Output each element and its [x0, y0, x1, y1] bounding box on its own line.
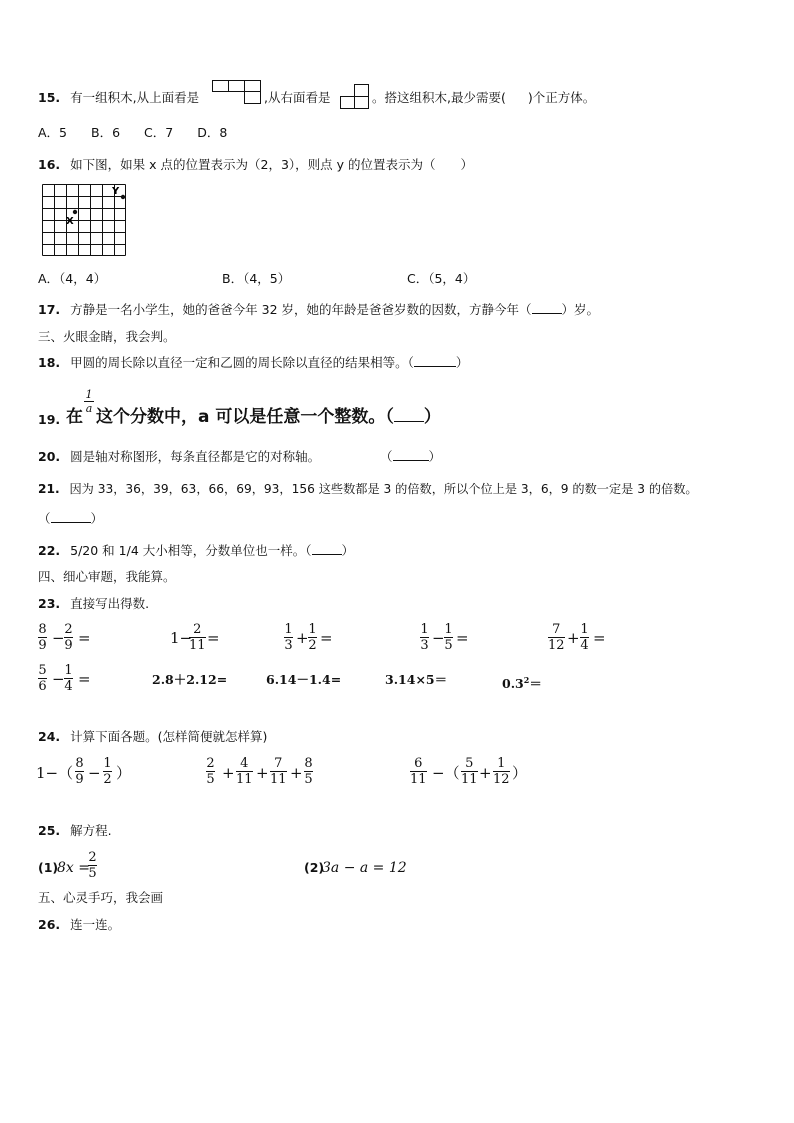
q20-close: ） — [428, 449, 442, 464]
q25-line — [38, 823, 112, 839]
q23-e3-op: + — [296, 629, 309, 647]
q15-option-a[interactable]: A．5 — [38, 125, 68, 140]
q24-x2-op-3: + — [290, 764, 303, 782]
q15-right-view-figure — [340, 84, 370, 110]
q15-top-view-figure — [212, 80, 262, 104]
q15-option-b[interactable]: B．6 — [91, 125, 121, 140]
q22-number: 22. — [38, 543, 61, 558]
q24-x2-frac-a: 2 5 — [206, 756, 215, 787]
q25-p2-equation: 3a − a = 12 — [322, 860, 407, 876]
q22-line — [38, 543, 354, 559]
q23-e10-base: 0.3 — [502, 676, 524, 692]
q24-x1-op: − — [88, 764, 101, 782]
q20-line — [38, 449, 320, 465]
q26-text: 连一连。 — [70, 917, 121, 932]
q24-x3-frac-a: 6 11 — [410, 756, 427, 787]
q26-number: 26. — [38, 917, 61, 932]
q24-number: 24. — [38, 729, 61, 744]
section-4-heading: 四、细心审题，我能算。 — [38, 569, 176, 584]
q25-p1-label: (1) — [38, 860, 59, 875]
q21-text: 因为 33，36，39，63，66，69，93，156 这些数都是 3 的倍数，所以个位上是 3，6，9 的数一定是 3 的倍数。 — [69, 482, 698, 496]
q16-option-c[interactable]: C．（5，4） — [407, 271, 476, 286]
q15-line — [38, 90, 199, 106]
q17-line — [38, 302, 599, 318]
q23-e4-frac-b: 1 5 — [444, 622, 453, 653]
section-5-heading: 五、心灵手巧，我会画 — [38, 890, 164, 905]
q26-line — [38, 917, 120, 933]
q16-point-y — [121, 195, 125, 199]
q23-e6-eq: = — [78, 670, 91, 688]
q23-e8: 6.14－1.4= — [266, 672, 342, 687]
q23-e3-frac-b: 1 2 — [308, 622, 317, 653]
q16-point-x — [73, 210, 77, 214]
q23-e4-eq: = — [456, 629, 469, 647]
q24-x3-frac-c: 1 12 — [493, 756, 510, 787]
q23-e5-eq: = — [593, 629, 606, 647]
q23-e2-frac-b: 2 11 — [189, 622, 206, 653]
q18-close: ） — [455, 355, 469, 370]
q23-e4-op: − — [432, 629, 445, 647]
q23-line — [38, 596, 149, 612]
q20-number: 20. — [38, 449, 61, 464]
q23-e7: 2.8＋2.12= — [152, 672, 228, 687]
q19-text-line — [96, 407, 441, 427]
q25-p2-label: (2) — [304, 860, 325, 875]
q23-e6-op: − — [52, 670, 65, 688]
q21-answer-blank[interactable] — [51, 511, 91, 523]
q23-e10 — [502, 672, 542, 692]
q23-e2-eq: = — [207, 629, 220, 647]
q15-text-a: 有一组积木,从上面看是 — [70, 90, 200, 105]
q25-p1-lhs: 8x = — [57, 860, 90, 876]
q23-e10-eq: ＝ — [529, 676, 542, 692]
q16-label-y: Y — [112, 186, 120, 197]
q18-number: 18. — [38, 355, 61, 370]
q23-title: 直接写出得数. — [70, 596, 150, 611]
q19-pre: 在 — [66, 407, 83, 427]
q21-answer — [38, 511, 103, 527]
q23-e3-frac-a: 1 3 — [284, 622, 293, 653]
q24-x1-frac-a: 8 9 — [75, 756, 84, 787]
q21-number: 21. — [38, 482, 60, 496]
q24-x3-mid: −（ — [432, 764, 460, 782]
q19-text: 这个分数中，a 可以是任意一个整数。（ — [96, 407, 394, 427]
q16-number: 16. — [38, 157, 61, 172]
q23-e5-frac-a: 7 12 — [548, 622, 565, 653]
q25-p1-frac: 2 5 — [88, 850, 97, 881]
q19-fraction — [84, 388, 94, 415]
q18-text: 甲圆的周长除以直径一定和乙圆的周长除以直径的结果相等。（ — [70, 355, 414, 370]
q24-title: 计算下面各题。(怎样简便就怎样算) — [70, 729, 268, 744]
q23-e1-frac-a: 8 9 — [38, 622, 47, 653]
q20-open: （ — [380, 449, 393, 464]
q16-label-x: X — [66, 216, 74, 227]
section-3-heading: 三、火眼金睛，我会判。 — [38, 329, 176, 344]
q20-answer — [380, 449, 441, 465]
q18-line — [38, 355, 468, 371]
q23-e6-frac-b: 1 4 — [64, 663, 73, 694]
q23-e5-op: + — [567, 629, 580, 647]
q24-x2-frac-c: 7 11 — [270, 756, 287, 787]
q19-close: ） — [423, 407, 441, 427]
q24-x3-frac-b: 5 11 — [461, 756, 478, 787]
q24-x2-frac-d: 8 5 — [304, 756, 313, 787]
q24-x1-close: ） — [116, 764, 132, 782]
q20-answer-blank[interactable] — [393, 449, 429, 461]
q23-e5-frac-b: 1 4 — [580, 622, 589, 653]
q19-number: 19. — [38, 412, 61, 427]
q23-e1-eq: = — [78, 629, 91, 647]
q15-text-cd — [372, 90, 595, 106]
q17-answer-blank[interactable] — [532, 302, 562, 314]
q16-coordinate-grid — [42, 184, 126, 256]
q23-e6-frac-a: 5 6 — [38, 663, 47, 694]
q15-option-d[interactable]: D．8 — [197, 125, 228, 140]
q24-x3-close: ） — [512, 764, 528, 782]
q17-number: 17. — [38, 302, 61, 317]
q15-number: 15. — [38, 90, 61, 105]
q21-line — [38, 481, 698, 497]
q24-x2-frac-b: 4 11 — [236, 756, 253, 787]
q23-e1-frac-b: 2 9 — [64, 622, 73, 653]
q19-answer-blank[interactable] — [394, 408, 424, 422]
q24-x2-op-2: + — [256, 764, 269, 782]
q24-x2-op-1: + — [222, 764, 235, 782]
q16-option-b[interactable]: B．（4，5） — [222, 271, 291, 286]
q20-text: 圆是轴对称图形，每条直径都是它的对称轴。 — [70, 449, 321, 464]
q23-e4-frac-a: 1 3 — [420, 622, 429, 653]
q16-text: 如下图，如果 x 点的位置表示为（2，3），则点 y 的位置表示为（ ） — [70, 157, 473, 172]
q25-title: 解方程. — [70, 823, 112, 838]
q22-text: 5/20 和 1/4 大小相等，分数单位也一样。（ — [70, 543, 312, 558]
q23-e1-op: − — [52, 629, 65, 647]
q15-text-b: ,从右面看是 — [264, 90, 331, 105]
q21-close: ） — [90, 511, 104, 526]
q23-e10-exponent: 2 — [523, 675, 530, 685]
q17-text-a: 方静是一名小学生，她的爸爸今年 32 岁，她的年龄是爸爸岁数的因数，方静今年（ — [70, 302, 532, 317]
q23-number: 23. — [38, 596, 61, 611]
q23-e2-lead: 1− — [170, 629, 193, 647]
q19-fraction-denominator: a — [85, 402, 93, 415]
q18-answer-blank[interactable] — [414, 355, 456, 367]
q16-option-a[interactable]: A．（4，4） — [38, 271, 107, 286]
q24-line — [38, 729, 267, 745]
q25-number: 25. — [38, 823, 61, 838]
q24-x1-frac-b: 1 2 — [103, 756, 112, 787]
q21-open: （ — [38, 511, 51, 526]
q23-e9: 3.14×5＝ — [385, 672, 448, 687]
q17-text-b: ）岁。 — [561, 302, 600, 317]
q22-close: ） — [341, 543, 355, 558]
q15-options — [38, 125, 227, 141]
q23-e3-eq: = — [320, 629, 333, 647]
q15-text-c: 。搭这组积木,最少需要( — [372, 90, 506, 105]
q19-fraction-numerator: 1 — [85, 388, 93, 401]
q15-text-d: )个正方体。 — [527, 90, 596, 105]
q24-x3-op: + — [479, 764, 492, 782]
q22-answer-blank[interactable] — [312, 543, 342, 555]
q15-option-c[interactable]: C．7 — [144, 125, 174, 140]
q24-x1-lead: 1−（ — [36, 764, 74, 782]
q16-line — [38, 157, 473, 173]
